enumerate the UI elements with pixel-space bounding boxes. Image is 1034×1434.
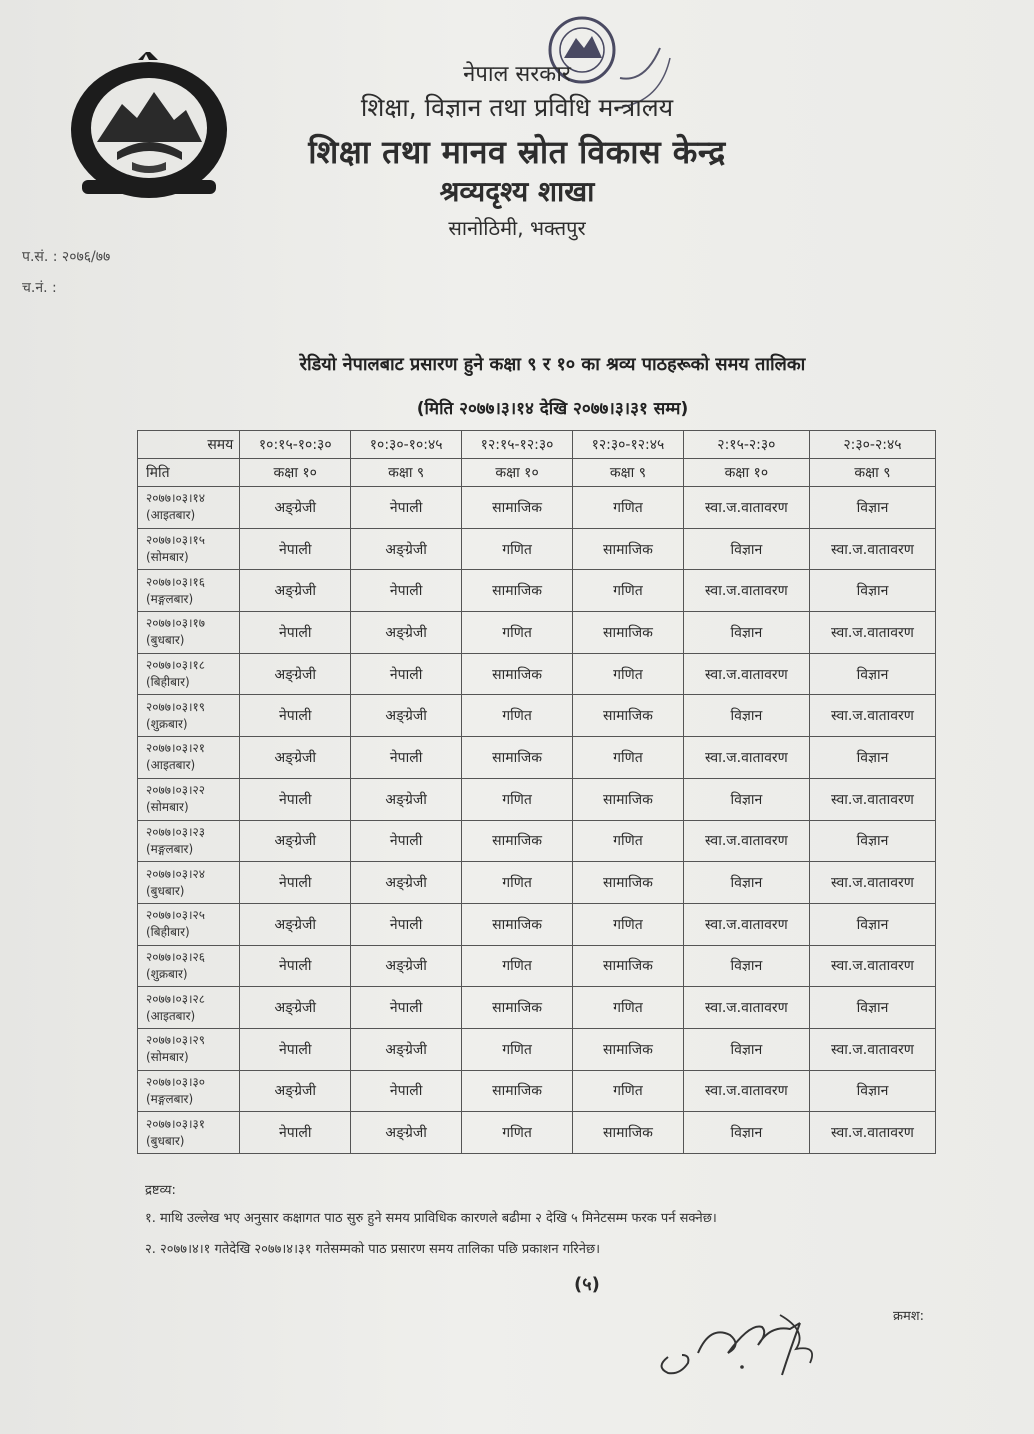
subject-cell: अङ्ग्रेजी [240,653,351,695]
subject-cell: सामाजिक [572,528,683,570]
subject-cell: स्वा.ज.वातावरण [809,945,935,987]
date-cell [138,612,240,654]
subject-cell: स्वा.ज.वातावरण [683,570,809,612]
subject-cell: स्वा.ज.वातावरण [809,1112,935,1154]
time-slot-header: १२:१५-१२:३० [462,431,573,459]
subject-cell: नेपाली [240,1028,351,1070]
table-row [138,487,936,529]
date-value: २०७७।०३।२५ [146,908,206,923]
subject-cell: विज्ञान [809,1070,935,1112]
subject-cell: सामाजिक [462,570,573,612]
subject-cell: नेपाली [240,778,351,820]
subject-cell: गणित [462,612,573,654]
date-cell [138,653,240,695]
table-row [138,903,936,945]
table-row [138,653,936,695]
subject-cell: सामाजिक [462,987,573,1029]
date-value: २०७७।०३।२२ [146,783,206,798]
subject-cell: नेपाली [240,612,351,654]
subject-cell: गणित [572,903,683,945]
date-cell [138,570,240,612]
date-value: २०७७।०३।१९ [146,699,206,714]
subject-cell: अङ्ग्रेजी [240,487,351,529]
subject-cell: गणित [462,695,573,737]
table-row [138,987,936,1029]
subject-cell: गणित [462,528,573,570]
date-cell [138,528,240,570]
document-subtitle: (मिति २०७७।३।१४ देखि २०७७।३।३१ सम्म) [416,399,689,419]
date-cell [138,1028,240,1070]
subject-cell: विज्ञान [683,528,809,570]
day-value: (आइतबार) [146,1008,196,1023]
subject-cell: विज्ञान [809,570,935,612]
date-value: २०७७।०३।२८ [146,991,206,1006]
subject-cell: सामाजिक [462,487,573,529]
date-cell [138,695,240,737]
subject-cell: विज्ञान [683,778,809,820]
time-label: समय [138,431,240,459]
subject-cell: नेपाली [351,653,462,695]
subject-cell: अङ्ग्रेजी [351,612,462,654]
table-row [138,612,936,654]
subject-cell: गणित [572,653,683,695]
subject-cell: सामाजिक [462,820,573,862]
subject-cell: गणित [462,1028,573,1070]
subject-cell: अङ्ग्रेजी [240,737,351,779]
class-header: कक्षा ९ [809,459,935,487]
subject-cell: विज्ञान [809,903,935,945]
subject-cell: गणित [462,778,573,820]
subject-cell: सामाजिक [462,1070,573,1112]
time-slot-header: २:३०-२:४५ [809,431,935,459]
table-row [138,945,936,987]
date-value: २०७७।०३।२१ [146,741,206,756]
subject-cell: अङ्ग्रेजी [240,903,351,945]
day-value: (बिहीबार) [146,925,190,940]
subject-cell: अङ्ग्रेजी [351,1112,462,1154]
day-value: (सोमबार) [146,550,189,565]
day-value: (सोमबार) [146,800,189,815]
subject-cell: नेपाली [351,737,462,779]
date-value: २०७७।०३।२९ [146,1033,206,1048]
day-value: (मङ्गलबार) [146,1091,194,1106]
header-row-classes [138,459,936,487]
time-slot-header: १०:१५-१०:३० [240,431,351,459]
header-government: नेपाल सरकार [463,62,571,87]
subject-cell: अङ्ग्रेजी [351,528,462,570]
subject-cell: स्वा.ज.वातावरण [809,695,935,737]
day-value: (बुधबार) [146,1133,185,1148]
reference-block [22,242,110,304]
subject-cell: विज्ञान [683,695,809,737]
subject-cell: सामाजिक [572,945,683,987]
header-ministry: शिक्षा, विज्ञान तथा प्रविधि मन्त्रालय [360,93,674,122]
subject-cell: अङ्ग्रेजी [351,862,462,904]
subject-cell: स्वा.ज.वातावरण [683,487,809,529]
page-number: (५) [574,1274,600,1295]
date-cell [138,1070,240,1112]
class-header: कक्षा १० [683,459,809,487]
subject-cell: अङ्ग्रेजी [240,987,351,1029]
subject-cell: स्वा.ज.वातावरण [683,737,809,779]
subject-cell: अङ्ग्रेजी [240,570,351,612]
subject-cell: अङ्ग्रेजी [240,1070,351,1112]
date-cell [138,903,240,945]
day-value: (आइतबार) [146,758,196,773]
subject-cell: विज्ञान [809,737,935,779]
note-1: १. माथि उल्लेख भए अनुसार कक्षागत पाठ सुरु हुने समय प्राविधिक कारणले बढीमा २ देखि ५ मिनेटसम्म फरक पर्न सक्नेछ। [145,1211,717,1226]
day-value: (शुक्रबार) [146,966,188,981]
header-row-times [138,431,936,459]
subject-cell: नेपाली [240,695,351,737]
day-value: (बिहीबार) [146,675,190,690]
time-slot-header: २:१५-२:३० [683,431,809,459]
date-value: २०७७।०३।१७ [146,616,206,631]
subject-cell: गणित [462,862,573,904]
day-value: (शुक्रबार) [146,716,188,731]
notes-label: द्रष्टव्य: [145,1183,176,1198]
header-center: शिक्षा तथा मानव स्रोत विकास केन्द्र [308,133,726,171]
date-cell [138,778,240,820]
subject-cell: नेपाली [240,862,351,904]
subject-cell: नेपाली [351,903,462,945]
day-value: (बुधबार) [146,633,185,648]
table-row [138,1112,936,1154]
day-value: (मङ्गलबार) [146,591,194,606]
subject-cell: विज्ञान [683,1028,809,1070]
day-value: (बुधबार) [146,883,185,898]
subject-cell: गणित [572,820,683,862]
subject-cell: सामाजिक [572,695,683,737]
table-row [138,1028,936,1070]
handwritten-signature [650,1305,820,1390]
fiscal-year: प.सं. : २०७६/७७ [22,249,111,265]
subject-cell: अङ्ग्रेजी [351,1028,462,1070]
subject-cell: गणित [462,945,573,987]
date-cell [138,987,240,1029]
subject-cell: स्वा.ज.वातावरण [683,653,809,695]
class-header: कक्षा १० [462,459,573,487]
subject-cell: स्वा.ज.वातावरण [683,987,809,1029]
subject-cell: विज्ञान [683,612,809,654]
subject-cell: विज्ञान [683,1112,809,1154]
date-value: २०७७।०३।१४ [146,491,206,506]
subject-cell: स्वा.ज.वातावरण [683,1070,809,1112]
header-section: श्रव्यदृश्य शाखा [439,175,595,208]
subject-cell: विज्ञान [809,653,935,695]
subject-cell: स्वा.ज.वातावरण [809,1028,935,1070]
subject-cell: विज्ञान [809,487,935,529]
subject-cell: अङ्ग्रेजी [351,778,462,820]
subject-cell: स्वा.ज.वातावरण [809,862,935,904]
subject-cell: सामाजिक [572,778,683,820]
document-title: रेडियो नेपालबाट प्रसारण हुने कक्षा ९ र १० का श्रव्य पाठहरूको समय तालिका [299,354,806,375]
subject-cell: विज्ञान [683,945,809,987]
note-2: २. २०७७।४।१ गतेदेखि २०७७।४।३१ गतेसम्मको पाठ प्रसारण समय तालिका पछि प्रकाशन गरिनेछ। [145,1242,601,1257]
subject-cell: सामाजिक [462,903,573,945]
subject-cell: स्वा.ज.वातावरण [809,778,935,820]
subject-cell: स्वा.ज.वातावरण [809,612,935,654]
date-value: २०७७।०३।१८ [146,658,206,673]
date-value: २०७७।०३।३१ [146,1116,206,1131]
subject-cell: नेपाली [351,1070,462,1112]
subject-cell: नेपाली [351,820,462,862]
table-row [138,570,936,612]
subject-cell: नेपाली [240,945,351,987]
subject-cell: विज्ञान [809,820,935,862]
subject-cell: विज्ञान [809,987,935,1029]
subject-cell: गणित [572,1070,683,1112]
dispatch-number: च.नं. : [22,280,57,296]
subject-cell: नेपाली [240,1112,351,1154]
time-slot-header: १२:३०-१२:४५ [572,431,683,459]
date-label: मिति [138,459,240,487]
date-value: २०७७।०३।१५ [146,533,206,548]
class-header: कक्षा ९ [351,459,462,487]
subject-cell: स्वा.ज.वातावरण [683,820,809,862]
subject-cell: नेपाली [351,570,462,612]
day-value: (सोमबार) [146,1050,189,1065]
day-value: (आइतबार) [146,508,196,523]
table-row [138,820,936,862]
date-cell [138,820,240,862]
header-address: सानोठिमी, भक्तपुर [448,216,586,240]
subject-cell: सामाजिक [572,1112,683,1154]
table-row [138,778,936,820]
subject-cell: गणित [462,1112,573,1154]
table-row [138,695,936,737]
subject-cell: अङ्ग्रेजी [240,820,351,862]
date-cell [138,862,240,904]
subject-cell: गणित [572,737,683,779]
subject-cell: स्वा.ज.वातावरण [809,528,935,570]
class-header: कक्षा ९ [572,459,683,487]
subject-cell: नेपाली [240,528,351,570]
subject-cell: सामाजिक [572,862,683,904]
table-row [138,528,936,570]
date-value: २०७७।०३।२३ [146,824,206,839]
table-row [138,1070,936,1112]
subject-cell: गणित [572,987,683,1029]
subject-cell: गणित [572,570,683,612]
date-value: २०७७।०३।३० [146,1074,206,1089]
subject-cell: अङ्ग्रेजी [351,695,462,737]
subject-cell: सामाजिक [572,1028,683,1070]
subject-cell: सामाजिक [462,737,573,779]
subject-cell: गणित [572,487,683,529]
subject-cell: स्वा.ज.वातावरण [683,903,809,945]
schedule-table [137,430,936,1154]
date-cell [138,487,240,529]
subject-cell: नेपाली [351,987,462,1029]
date-value: २०७७।०३।२४ [146,866,206,881]
subject-cell: विज्ञान [683,862,809,904]
continued-label: क्रमश: [893,1309,924,1324]
subject-cell: सामाजिक [462,653,573,695]
table-row [138,862,936,904]
subject-cell: अङ्ग्रेजी [351,945,462,987]
subject-cell: नेपाली [351,487,462,529]
table-row [138,737,936,779]
date-value: २०७७।०३।२६ [146,949,206,964]
date-cell [138,737,240,779]
class-header: कक्षा १० [240,459,351,487]
notes-section [145,1180,717,1270]
subject-cell: सामाजिक [572,612,683,654]
date-value: २०७७।०३।१६ [146,574,206,589]
time-slot-header: १०:३०-१०:४५ [351,431,462,459]
day-value: (मङ्गलबार) [146,841,194,856]
date-cell [138,1112,240,1154]
date-cell [138,945,240,987]
